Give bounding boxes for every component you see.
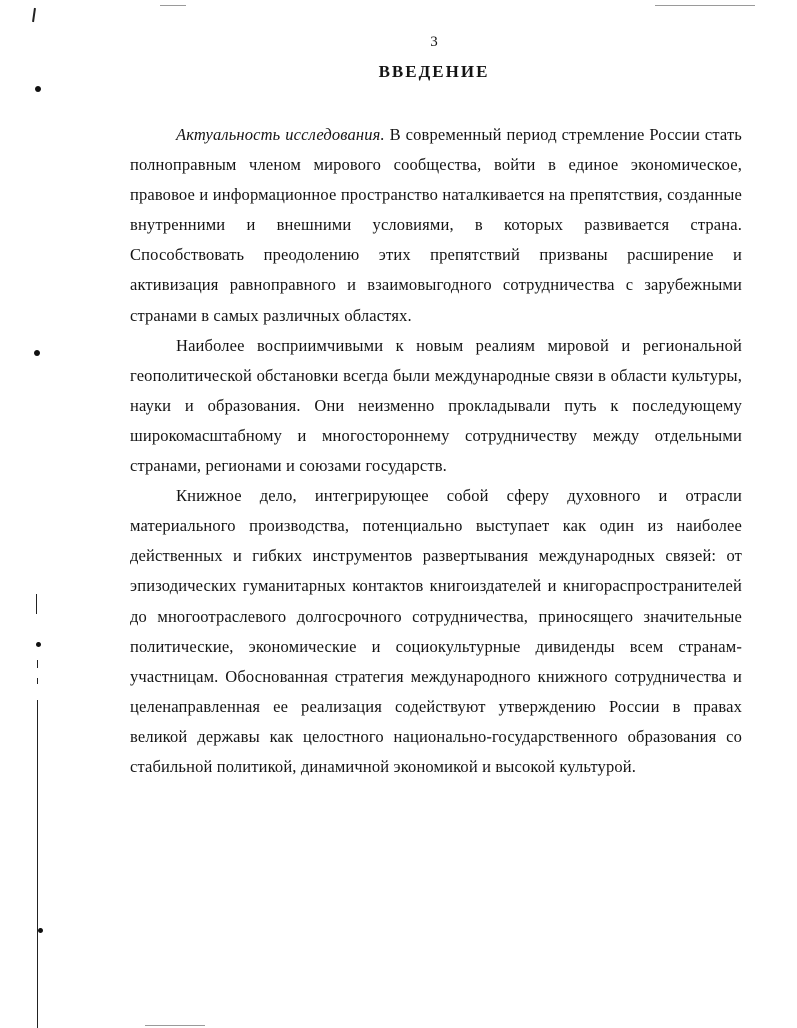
margin-line-2 xyxy=(37,660,38,668)
page-title: ВВЕДЕНИЕ xyxy=(378,62,490,81)
margin-line-1 xyxy=(36,594,37,614)
body-text xyxy=(130,120,742,782)
paragraph-lead: Актуальность исследования. xyxy=(176,125,385,144)
margin-dot-1 xyxy=(35,86,41,92)
paragraph-international-ties: Наиболее восприимчивыми к новым реалиям мировой и региональной геополитической обстановки всегда были международные связи в области культуры, науки и образования. Они неизменно прокладывали путь к последующему широкомасштабному и многостороннему сотрудничеству между отдельными странами, регионами и союзами государств. xyxy=(130,335,742,476)
bottom-scan-line xyxy=(145,1025,205,1026)
top-scan-line-right xyxy=(655,5,755,6)
paragraph-book-business: Книжное дело, интегрирующее собой сферу духовного и отрасли материального производства, потенциально выступает как один из наиболее действенных и гибких инструментов развертывания международных связей: от эпизодических гуманитарных контактов книгоиздателей и книгораспространителей до многоотраслевого долгосрочного сотрудничества, приносящего значительные политические, экономические и социокультурные дивиденды всем странам-участницам. Обоснованная стратегия международного книжного сотрудничества и целенаправленная ее реализация содействуют утверждению России в правах великой державы как целостного национально-государственного образования со стабильной политикой, динамичной экономикой и высокой культурой. xyxy=(130,486,742,776)
margin-tick-top xyxy=(32,8,36,22)
paragraph-relevance xyxy=(130,120,742,331)
margin-line-3 xyxy=(37,678,38,684)
page-number: 3 xyxy=(430,34,438,50)
margin-line-long xyxy=(37,700,38,1028)
paragraph-text: В современный период стремление России стать полноправным членом мирового сообщества, войти в единое экономическое, правовое и информационное пространство наталкивается на препятствия, созданные внутренними и внешними условиями, в которых развивается страна. Способствовать преодолению этих препятствий призваны расширение и активизация равноправного и взаимовыгодного сотрудничества с зарубежными странами в самых различных областях. xyxy=(130,125,742,325)
margin-dot-2 xyxy=(34,350,40,356)
margin-dot-4 xyxy=(38,928,43,933)
margin-dot-3 xyxy=(36,642,41,647)
top-scan-line-left xyxy=(160,5,186,6)
